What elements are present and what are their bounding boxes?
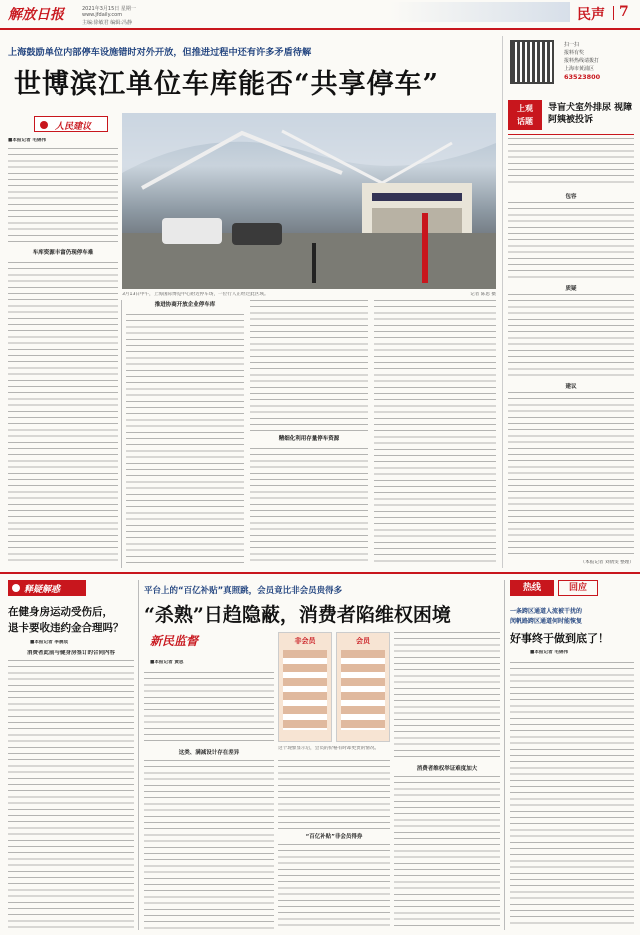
- sidebar-title: 导盲犬室外排尿 视障阿姨被投诉: [548, 103, 633, 125]
- monitor-body-col1: [144, 672, 274, 930]
- photo-caption: 3月13日中午，上海国际博览中心附近停车场，一位行人正经过此区域。: [122, 292, 269, 297]
- sidebar-subtitle-2: 质疑: [565, 286, 577, 292]
- phone-label-nonmember: 非会员: [294, 637, 316, 645]
- qr-code-icon: [510, 40, 554, 84]
- people-suggestion-label: 人民建议: [55, 122, 92, 132]
- sidebar-subtitle-1: 包容: [565, 194, 577, 200]
- monitor-subhead-b: 消费者维权举证难度加大: [416, 766, 478, 772]
- qr-line-2: 报料有奖: [564, 50, 585, 56]
- hotline-body: [510, 662, 634, 930]
- sidebar-intro: [508, 138, 634, 188]
- masthead-editors: 主编:徐敏君 编辑:冯静: [82, 20, 132, 26]
- monitor-byline: ■本报记者 黄思: [150, 660, 184, 665]
- badge-dot-icon: [40, 121, 48, 129]
- sidebar-body-3: [508, 392, 634, 558]
- faq-badge-dot-icon: [12, 584, 20, 592]
- main-body-col1: [8, 148, 118, 568]
- monitor-kicker: 平台上的“百亿补贴”真照跳，会员竟比非会员贵得多: [144, 586, 343, 596]
- section-name: 民声: [577, 7, 605, 23]
- qr-line-4: 上海市黄浦区: [564, 66, 595, 72]
- qr-hotline[interactable]: 63523800: [564, 73, 601, 81]
- col-divider: [121, 300, 122, 568]
- hotline-headline: 好事终于做到底了！: [510, 632, 609, 645]
- section-break-rule: [0, 572, 640, 574]
- main-body-col4: [374, 300, 496, 568]
- sidebar-footer: （本报记者 刘倩雯 整理）: [580, 560, 634, 565]
- masthead-logo: 解放日报: [8, 7, 64, 23]
- monitor-subhead-c: “百亿补贴”非会员得券: [305, 834, 363, 840]
- monitor-body-col3: [394, 632, 500, 930]
- masthead-rule: [0, 28, 640, 30]
- monitor-subhead-a: 这类、满减设计存在差异: [178, 750, 240, 756]
- masthead-website[interactable]: www.jfdaily.com: [82, 12, 123, 18]
- topic-badge-top: 上观: [517, 104, 533, 113]
- phone-screenshot-nonmember: [278, 632, 332, 742]
- monitor-headline: “杀熟”日趋隐蔽，消费者陷维权困境: [144, 604, 451, 626]
- main-byline: ■本报记者 毛锦伟: [8, 138, 47, 143]
- section-bar: [390, 2, 570, 22]
- phone-screenshot-member: [336, 632, 390, 742]
- masthead-date: 2021年3月15日 星期一: [82, 6, 136, 12]
- qr-line-1: 扫一扫: [564, 42, 580, 48]
- main-body-col3: [250, 300, 368, 568]
- topic-badge: [508, 100, 542, 130]
- faq-badge: [8, 580, 86, 596]
- faq-title-1: 在健身房运动受伤后，: [8, 606, 113, 618]
- main-subhead-1: 车库资源丰富仍现停车难: [32, 250, 94, 256]
- main-headline: 世博滨江单位车库能否“共享停车”: [14, 69, 440, 100]
- hotline-badge-label-2: 回应: [558, 580, 598, 596]
- photo-structure-icon: [122, 113, 496, 289]
- faq-badge-label: 释疑解惑: [24, 585, 61, 595]
- main-photo: [122, 113, 496, 289]
- monitor-body-col2: [278, 760, 390, 930]
- page-number: 7: [619, 4, 629, 20]
- photo-credit: 记者 陈思 摄: [470, 292, 496, 297]
- topic-badge-bottom: 话题: [517, 117, 533, 126]
- main-subhead-3: 精细化利用存量停车资源: [278, 436, 340, 442]
- qr-block: [508, 38, 634, 96]
- hotline-kicker-1: 一条跨区通道人流被干扰的: [510, 608, 583, 615]
- sidebar-divider: [502, 36, 503, 568]
- faq-subhead: 消费者此前与健身房签订的合同内容: [26, 650, 115, 656]
- phone-label-member: 会员: [356, 637, 370, 645]
- monitor-badge: 新民监督: [150, 634, 199, 648]
- faq-byline: ■本报记者 李晨琰: [30, 640, 69, 645]
- hotline-badge-label: 热线: [510, 580, 554, 596]
- sidebar-body-1: [508, 202, 634, 280]
- main-kicker: 上海鼓励单位内部停车设施错时对外开放，但推进过程中还有许多矛盾待解: [8, 47, 312, 58]
- hotline-byline: ■本报记者 毛锦伟: [530, 650, 569, 655]
- masthead: [0, 0, 640, 28]
- people-suggestion-badge: [34, 116, 108, 132]
- sidebar-body-2: [508, 294, 634, 378]
- faq-title-2: 退卡要收违约金合理吗？: [8, 622, 124, 634]
- hotline-badge: [510, 580, 634, 596]
- faq-body: [8, 650, 134, 930]
- page-divider-icon: [613, 6, 614, 20]
- lower-col-divider-2: [504, 580, 505, 930]
- main-body-col2: [126, 300, 244, 568]
- hotline-kicker-2: 闵帆路跨区通道何时能恢复: [510, 618, 583, 625]
- qr-line-3: 报料热线请拨打: [564, 58, 600, 64]
- lower-col-divider-1: [138, 580, 139, 930]
- sidebar-subtitle-3: 建议: [565, 384, 577, 390]
- main-subhead-2: 推进协商开放企业停车库: [154, 302, 216, 308]
- phone-caption: 这个现象显示后，会员的价格有时却更贵的情况。: [278, 746, 380, 751]
- sidebar-rule-1: [508, 134, 634, 135]
